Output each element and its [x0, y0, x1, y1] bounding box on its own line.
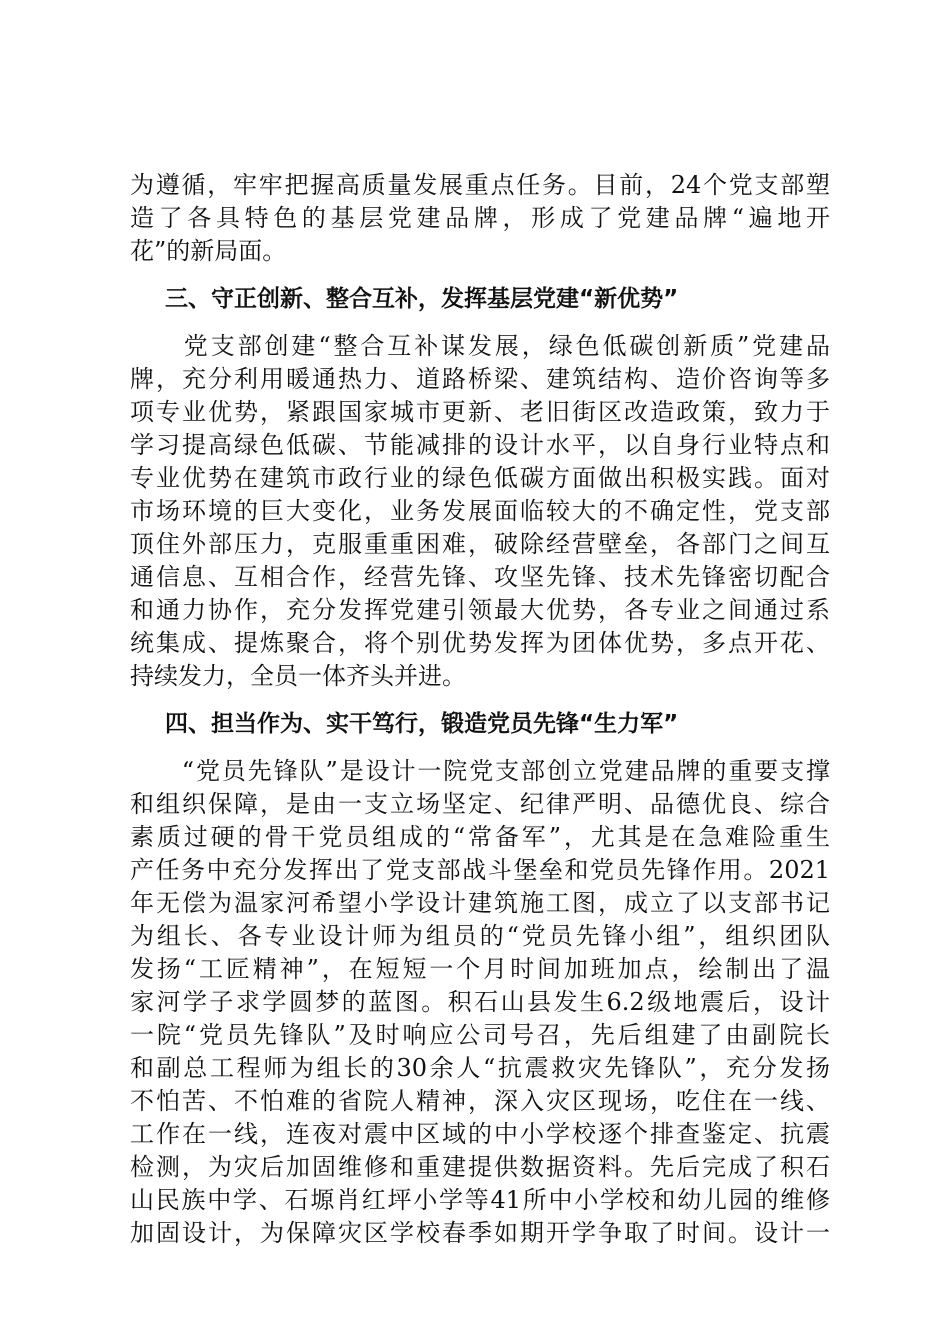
- paragraph-line: 持续发力，全员一体齐头并进。: [130, 662, 466, 690]
- paragraph-line: 不怕苦、不怕难的省院人精神，深入灾区现场，吃住在一线、: [130, 1087, 830, 1115]
- paragraph-line: 年无偿为温家河希望小学设计建筑施工图，成立了以支部书记: [130, 889, 830, 917]
- section-heading-3: 三、守正创新、整合互补，发挥基层党建“新优势”: [165, 286, 679, 312]
- paragraph-line: 通信息、互相合作，经营先锋、攻坚先锋、技术先锋密切配合: [130, 563, 830, 591]
- paragraph-line: 统集成、提炼聚合，将个别优势发挥为团体优势，多点开花、: [130, 629, 830, 657]
- paragraph-line: 花”的新局面。: [130, 237, 287, 265]
- paragraph-line: 检测，为灾后加固维修和重建提供数据资料。先后完成了积石: [130, 1153, 830, 1181]
- paragraph-line: 项专业优势，紧跟国家城市更新、老旧街区改造政策，致力于: [130, 398, 830, 426]
- paragraph-line: 和组织保障，是由一支立场坚定、纪律严明、品德优良、综合: [130, 790, 830, 818]
- paragraph-line: 发扬“工匠精神”，在短短一个月时间加班加点，绘制出了温: [130, 955, 830, 983]
- paragraph-line: 市场环境的巨大变化，业务发展面临较大的不确定性，党支部: [130, 497, 830, 525]
- section-heading-4: 四、担当作为、实干笃行，锻造党员先锋“生力军”: [165, 711, 679, 737]
- paragraph-line: 顶住外部压力，克服重重困难，破除经营壁垒，各部门之间互: [130, 530, 830, 558]
- paragraph-line: 牌，充分利用暖通热力、道路桥梁、建筑结构、造价咨询等多: [130, 365, 830, 393]
- paragraph-line: 山民族中学、石塬肖红坪小学等41所中小学校和幼儿园的维修: [130, 1186, 830, 1214]
- paragraph-line: 和通力协作，充分发挥党建引领最大优势，各专业之间通过系: [130, 596, 830, 624]
- paragraph-line: 造了各具特色的基层党建品牌，形成了党建品牌“遍地开: [130, 204, 830, 232]
- paragraph-line: 学习提高绿色低碳、节能减排的设计水平，以自身行业特点和: [130, 431, 830, 459]
- paragraph-line: 加固设计，为保障灾区学校春季如期开学争取了时间。设计一: [130, 1219, 830, 1247]
- paragraph-line: 一院“党员先锋队”及时响应公司号召，先后组建了由副院长: [130, 1021, 830, 1049]
- paragraph-line: 工作在一线，连夜对震中区域的中小学校逐个排查鉴定、抗震: [130, 1120, 830, 1148]
- paragraph-line: 专业优势在建筑市政行业的绿色低碳方面做出积极实践。面对: [130, 464, 830, 492]
- paragraph-line: 为遵循，牢牢把握高质量发展重点任务。目前，24个党支部塑: [130, 171, 830, 199]
- paragraph-line: 和副总工程师为组长的30余人“抗震救灾先锋队”，充分发扬: [130, 1054, 830, 1082]
- paragraph-line: 家河学子求学圆梦的蓝图。积石山县发生6.2级地震后，设计: [130, 988, 830, 1016]
- paragraph-line: 党支部创建“整合互补谋发展，绿色低碳创新质”党建品: [130, 332, 830, 360]
- paragraph-line: “党员先锋队”是设计一院党支部创立党建品牌的重要支撑: [130, 757, 830, 785]
- paragraph-line: 产任务中充分发挥出了党支部战斗堡垒和党员先锋作用。2021: [130, 856, 830, 884]
- paragraph-line: 为组长、各专业设计师为组员的“党员先锋小组”，组织团队: [130, 922, 830, 950]
- paragraph-line: 素质过硬的骨干党员组成的“常备军”，尤其是在急难险重生: [130, 823, 830, 851]
